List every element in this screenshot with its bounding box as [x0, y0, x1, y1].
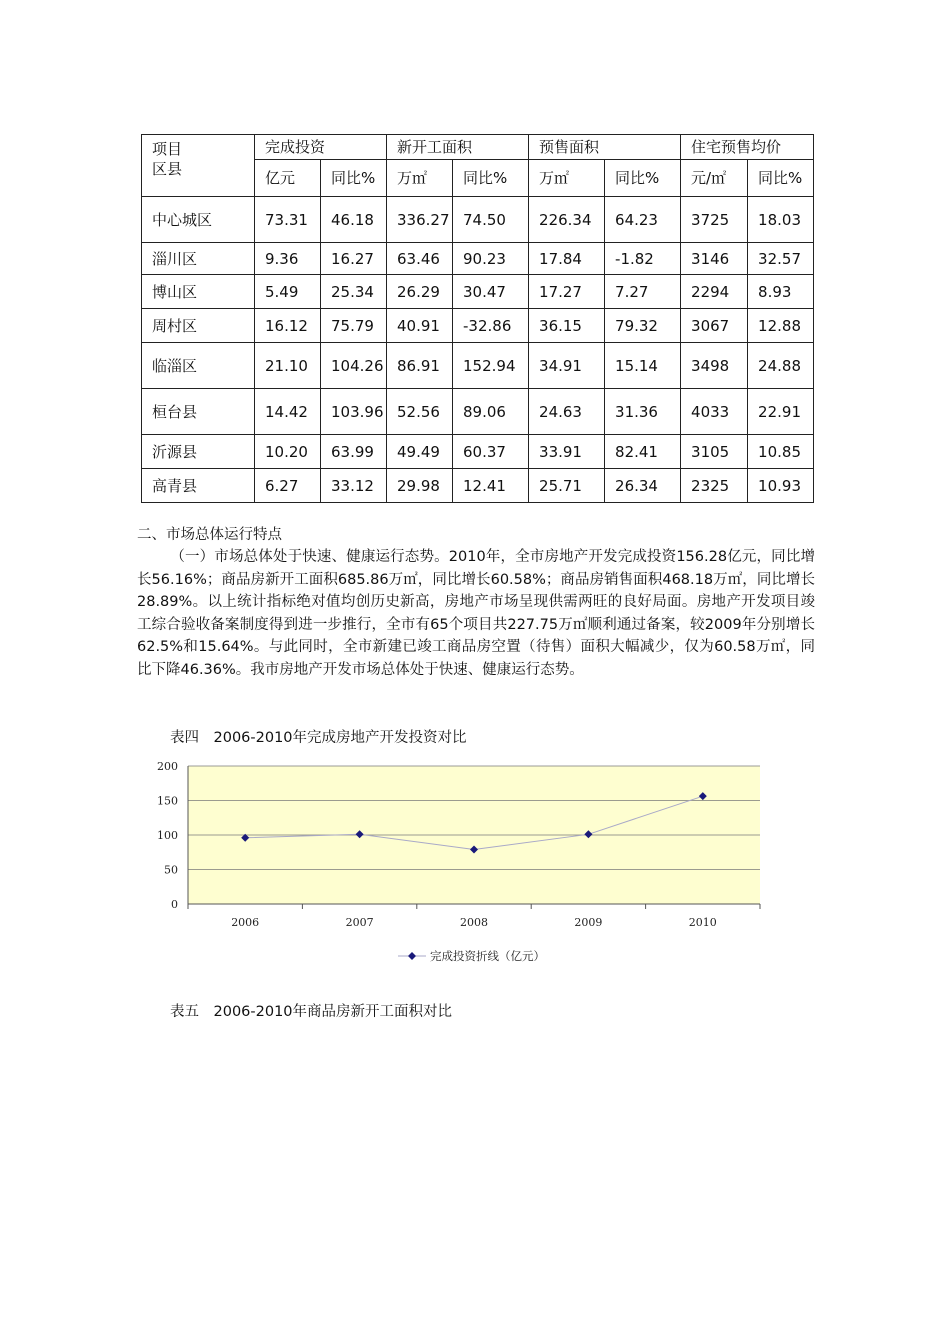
y-tick-label: 200 [157, 760, 178, 773]
table-cell: 74.50 [453, 197, 529, 243]
x-tick-label: 2009 [574, 916, 603, 929]
table-cell: 26.34 [605, 469, 681, 503]
table-cell: 34.91 [529, 343, 605, 389]
table-cell: 46.18 [321, 197, 387, 243]
group-header: 住宅预售均价 [681, 135, 814, 160]
table-cell: 3105 [681, 435, 748, 469]
table-cell: 17.84 [529, 243, 605, 275]
investment-line-chart [150, 752, 790, 972]
row-label-header [142, 135, 255, 197]
y-tick-label: 50 [164, 863, 178, 877]
sub-header: 同比% [748, 160, 814, 197]
table-cell: 40.91 [387, 309, 453, 343]
section-heading: 二、市场总体运行特点 [137, 527, 282, 543]
x-tick-label: 2008 [460, 916, 488, 929]
table-cell: 30.47 [453, 275, 529, 309]
sub-header: 万㎡ [387, 160, 453, 197]
table-cell: 4033 [681, 389, 748, 435]
table-cell: 86.91 [387, 343, 453, 389]
table-cell: 104.26 [321, 343, 387, 389]
table-row [142, 309, 814, 343]
sub-header: 元/㎡ [681, 160, 748, 197]
table-row [142, 343, 814, 389]
table-cell: 12.41 [453, 469, 529, 503]
table-cell: 33.12 [321, 469, 387, 503]
table-cell: 21.10 [255, 343, 321, 389]
table-body [142, 197, 814, 503]
sub-header: 同比% [453, 160, 529, 197]
district-stats-table [141, 134, 814, 503]
table-cell: 49.49 [387, 435, 453, 469]
table-cell: 10.93 [748, 469, 814, 503]
district-name-cell: 博山区 [142, 275, 255, 309]
table-cell: 24.63 [529, 389, 605, 435]
x-tick-label: 2010 [688, 916, 717, 929]
header-item: 项目 [152, 140, 183, 158]
table-cell: 25.34 [321, 275, 387, 309]
group-header: 预售面积 [529, 135, 681, 160]
table-cell: 18.03 [748, 197, 814, 243]
y-tick-label: 0 [171, 898, 178, 911]
table-row [142, 275, 814, 309]
table-cell: 16.27 [321, 243, 387, 275]
x-tick-label: 2007 [345, 916, 374, 929]
table-cell: 3067 [681, 309, 748, 343]
group-header: 新开工面积 [387, 135, 529, 160]
district-name-cell: 中心城区 [142, 197, 255, 243]
table-cell: 64.23 [605, 197, 681, 243]
table-cell: 103.96 [321, 389, 387, 435]
table-row [142, 435, 814, 469]
y-tick-label: 150 [157, 794, 178, 808]
table-cell: 32.57 [748, 243, 814, 275]
table-cell: 16.12 [255, 309, 321, 343]
table-cell: 3725 [681, 197, 748, 243]
table-cell: 63.46 [387, 243, 453, 275]
table-cell: 9.36 [255, 243, 321, 275]
table-row [142, 389, 814, 435]
table-cell: 22.91 [748, 389, 814, 435]
table-cell: 8.93 [748, 275, 814, 309]
table-cell: 63.99 [321, 435, 387, 469]
table5-caption: 表五 2006-2010年商品房新开工面积对比 [170, 1004, 453, 1020]
sub-header: 同比% [321, 160, 387, 197]
table-cell: 25.71 [529, 469, 605, 503]
district-name-cell: 高青县 [142, 469, 255, 503]
table-cell: 5.49 [255, 275, 321, 309]
table-cell: 336.27 [387, 197, 453, 243]
table-cell: 31.36 [605, 389, 681, 435]
table-cell: 52.56 [387, 389, 453, 435]
table-cell: 73.31 [255, 197, 321, 243]
sub-header: 亿元 [255, 160, 321, 197]
district-name-cell: 临淄区 [142, 343, 255, 389]
district-name-cell: 淄川区 [142, 243, 255, 275]
table-cell: 75.79 [321, 309, 387, 343]
table-cell: 10.20 [255, 435, 321, 469]
table-cell: 2294 [681, 275, 748, 309]
header-county: 区县 [152, 160, 183, 178]
district-name-cell: 沂源县 [142, 435, 255, 469]
x-tick-label: 2006 [231, 916, 260, 929]
table-cell: 6.27 [255, 469, 321, 503]
table-cell: 10.85 [748, 435, 814, 469]
sub-header: 同比% [605, 160, 681, 197]
table-cell: 33.91 [529, 435, 605, 469]
table-cell: -1.82 [605, 243, 681, 275]
table-cell: 17.27 [529, 275, 605, 309]
table-row [142, 243, 814, 275]
table-cell: 79.32 [605, 309, 681, 343]
y-tick-label: 100 [157, 829, 178, 842]
table-cell: 24.88 [748, 343, 814, 389]
district-name-cell: 桓台县 [142, 389, 255, 435]
table-cell: 226.34 [529, 197, 605, 243]
table-cell: -32.86 [453, 309, 529, 343]
table-cell: 2325 [681, 469, 748, 503]
table-cell: 29.98 [387, 469, 453, 503]
group-header: 完成投资 [255, 135, 387, 160]
table-cell: 82.41 [605, 435, 681, 469]
legend-marker [408, 952, 416, 960]
table-cell: 12.88 [748, 309, 814, 343]
sub-header: 万㎡ [529, 160, 605, 197]
table-cell: 90.23 [453, 243, 529, 275]
table-cell: 7.27 [605, 275, 681, 309]
table-cell: 3498 [681, 343, 748, 389]
table-cell: 60.37 [453, 435, 529, 469]
table-row [142, 197, 814, 243]
table-row [142, 469, 814, 503]
table-cell: 152.94 [453, 343, 529, 389]
table-cell: 36.15 [529, 309, 605, 343]
body-paragraph: （一）市场总体处于快速、健康运行态势。2010年，全市房地产开发完成投资156.28亿元，同比增长56.16%；商品房新开工面积685.86万㎡，同比增长60.58%；商品房销售面积468.18万㎡，同比增长28.89%。以上统计指标绝对值均创历史新高，房地产市场呈现供需两旺的良好局面。房地产开发项目竣工综合验收备案制度得到进一步推行，全市有65个项目共227.75万㎡顺利通过备案，较2009年分别增长62.5%和15.64%。与此同时，全市新建已竣工商品房空置（待售）面积大幅减少，仅为60.58万㎡，同比下降46.36%。我市房地产开发市场总体处于快速、健康运行态势。 [137, 549, 815, 678]
table4-caption: 表四 2006-2010年完成房地产开发投资对比 [170, 730, 467, 746]
legend-label: 完成投资折线（亿元） [430, 949, 545, 963]
table-cell: 14.42 [255, 389, 321, 435]
table-cell: 26.29 [387, 275, 453, 309]
district-name-cell: 周村区 [142, 309, 255, 343]
table-cell: 3146 [681, 243, 748, 275]
table-cell: 15.14 [605, 343, 681, 389]
table-cell: 89.06 [453, 389, 529, 435]
